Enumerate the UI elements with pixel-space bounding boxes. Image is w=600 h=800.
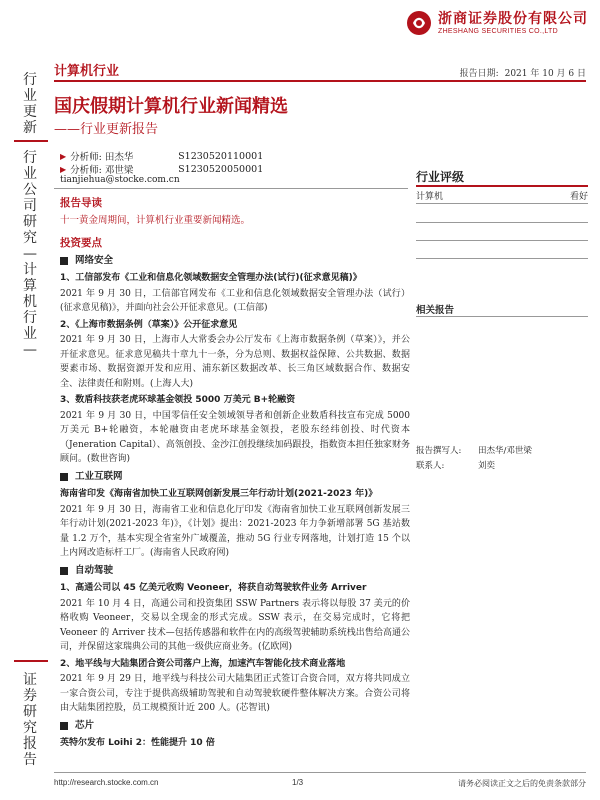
report-date-label: 报告日期: (459, 69, 499, 79)
analyst-row (60, 149, 263, 163)
news-text: 2021 年 9 月 30 日，工信部官网发布《工业和信息化领域数据安全管理办法（试行）(征求意见稿)》，并面向社会公开征求意见。(工信部) (60, 288, 410, 313)
guide-text: 十一黄金周期间，计算机行业重要新闻精选。 (60, 214, 251, 226)
square-bullet-icon (60, 257, 68, 265)
square-bullet-icon (60, 567, 68, 575)
news-title: 2、《上海市数据条例（草案）》公开征求意见 (60, 319, 238, 330)
contact-row (416, 444, 588, 459)
side-label-bottom: 证券研究报告 (23, 672, 37, 768)
news-text: 2021 年 9 月 30 日，中国零信任安全领域领导者和创新企业数盾科技宣布完成 5000 万美元 B+轮融资，本轮融资由老虎环球基金领投，老股东经纬创投、时代资本（Jeneration Capital）、高瓴创投、金沙江创投继续加码跟投，指数资本担任独家财务顾问。(数世咨询) (60, 410, 410, 464)
contact-row (416, 459, 588, 474)
news-title: 3、数盾科技获老虎环球基金领投 5000 万美元 B+轮融资 (60, 395, 296, 405)
category-label: 自动驾驶 (75, 564, 114, 576)
rating-sector: 计算机 (416, 192, 444, 202)
square-bullet-icon (60, 722, 68, 730)
contact-label: 报告撰写人: (416, 446, 462, 456)
company-logo-icon (406, 10, 432, 36)
news-title: 2、地平线与大陆集团合资公司落户上海，加速汽车智能化技术商业落地 (60, 658, 346, 669)
industry-tag: 计算机行业 (54, 64, 120, 79)
analyst-row (60, 162, 263, 176)
category-chips (60, 719, 410, 734)
rating-line (416, 203, 588, 204)
contact-value: 田杰华/邓世梁 (478, 446, 532, 456)
contact-label: 联系人: (416, 461, 445, 471)
rating-line (416, 222, 588, 223)
triangle-bullet-icon: ▶ (60, 164, 67, 174)
report-date (460, 66, 586, 79)
rating-line (416, 258, 588, 259)
news-title: 1、工信部发布《工业和信息化领域数据安全管理办法(试行)(征求意见稿)》 (60, 273, 362, 283)
rating-heading: 行业评级 (416, 170, 465, 184)
analyst-code: S1230520110001 (178, 150, 264, 162)
analyst-name: 田杰华 (104, 152, 134, 163)
rating-value: 看好 (569, 192, 588, 202)
triangle-bullet-icon: ▶ (60, 151, 67, 161)
side-label-top: 行业更新 (23, 72, 37, 136)
related-divider (416, 316, 588, 317)
category-label: 网络安全 (75, 254, 114, 266)
rating-line (416, 240, 588, 241)
company-logo (406, 10, 588, 36)
news-text: 2021 年 10 月 4 日，高通公司和投资集团 SSW Partners 表示将以每股 37 美元的价格收购 Veoneer，交易以全现金的形式完成。SSW 表示，在交易完成时，它将把 Veoneer 的 Arriver 技术—包括传感器和软件在内的高级驾驶辅助系统栈出售给高通公司，并保留这家瑞典公司的其他一级供应商业务。(亿欧网) (60, 598, 410, 652)
analyst-role: 分析师: (70, 165, 102, 176)
key-points-heading: 投资要点 (60, 237, 102, 249)
analyst-code: S1230520050001 (178, 163, 264, 175)
news-title: 英特尔发布 Loihi 2：性能提升 10 倍 (60, 738, 215, 748)
report-date-value: 2021 年 10 月 6 日 (504, 69, 586, 79)
rating-divider (416, 185, 588, 187)
report-title: 国庆假期计算机行业新闻精选 (54, 96, 288, 117)
category-label: 芯片 (75, 719, 95, 731)
page-number: 1/3 (292, 778, 304, 787)
side-divider-top (14, 140, 48, 142)
header-divider (54, 80, 586, 82)
category-industrial-internet (60, 470, 410, 485)
report-subtitle: ——行业更新报告 (54, 122, 159, 137)
side-label-middle: 行业公司研究—计算机行业— (23, 150, 37, 358)
category-network-security (60, 254, 410, 269)
square-bullet-icon (60, 473, 68, 481)
category-label: 工业互联网 (75, 470, 123, 482)
contact-value: 刘奕 (478, 461, 496, 471)
category-autonomous-driving (60, 564, 410, 579)
footer-divider (54, 772, 586, 773)
news-title: 海南省印发《海南省加快工业互联网创新发展三年行动计划(2021-2023 年)》 (60, 489, 378, 499)
analyst-email[interactable]: tianjiehua@stocke.com.cn (60, 175, 180, 185)
footer-disclaimer: 请务必阅读正文之后的免责条款部分 (458, 779, 586, 788)
rating-row (416, 189, 588, 202)
side-divider-bottom (14, 660, 48, 662)
news-text: 2021 年 9 月 30 日，上海市人大常委会办公厅发布《上海市数据条例（草案）》，并公开征求意见。征求意见稿共十章九十一条，分为总则、数据权益保障、公共数据、数据要素市场、数据资源开发和应用、浦东新区数据改革、长三角区域数据合作、数据安全、法律责任和附则。(上海人大) (60, 335, 410, 389)
analyst-name: 邓世梁 (104, 165, 134, 176)
related-reports-heading: 相关报告 (416, 305, 455, 316)
analyst-divider (54, 188, 408, 189)
analyst-role: 分析师: (70, 152, 102, 163)
news-title: 1、高通公司以 45 亿美元收购 Veoneer，将获自动驾驶软件业务 Arriver (60, 583, 367, 593)
company-name-cn: 浙商证券股份有限公司 (438, 10, 588, 27)
news-text: 2021 年 9 月 29 日，地平线与科技公司大陆集团正式签订合资合同，双方将共同成立一家合资公司，专注于提供高级辅助驾驶和自动驾驶软硬件整体解决方案。合资公司将由大陆集团控股，员工规模预计近 200 人。(芯智讯) (60, 674, 410, 713)
guide-heading: 报告导读 (60, 197, 102, 209)
report-body (60, 194, 410, 752)
company-name-en: ZHESHANG SECURITIES CO.,LTD (438, 27, 558, 35)
footer-url[interactable]: http://research.stocke.com.cn (54, 778, 159, 787)
news-text: 2021 年 9 月 30 日，海南省工业和信息化厅印发《海南省加快工业互联网创新发展三年行动计划(2021-2023 年)》，《计划》提出：2021-2023 年力争新增部署 5G 基站数量 1.2 万个，基本实现全省室外广域覆盖，推动 5G 行业专网落地，计划打造 15 个以上内网改造标杆工厂。(海南省人民政府网) (60, 504, 410, 558)
